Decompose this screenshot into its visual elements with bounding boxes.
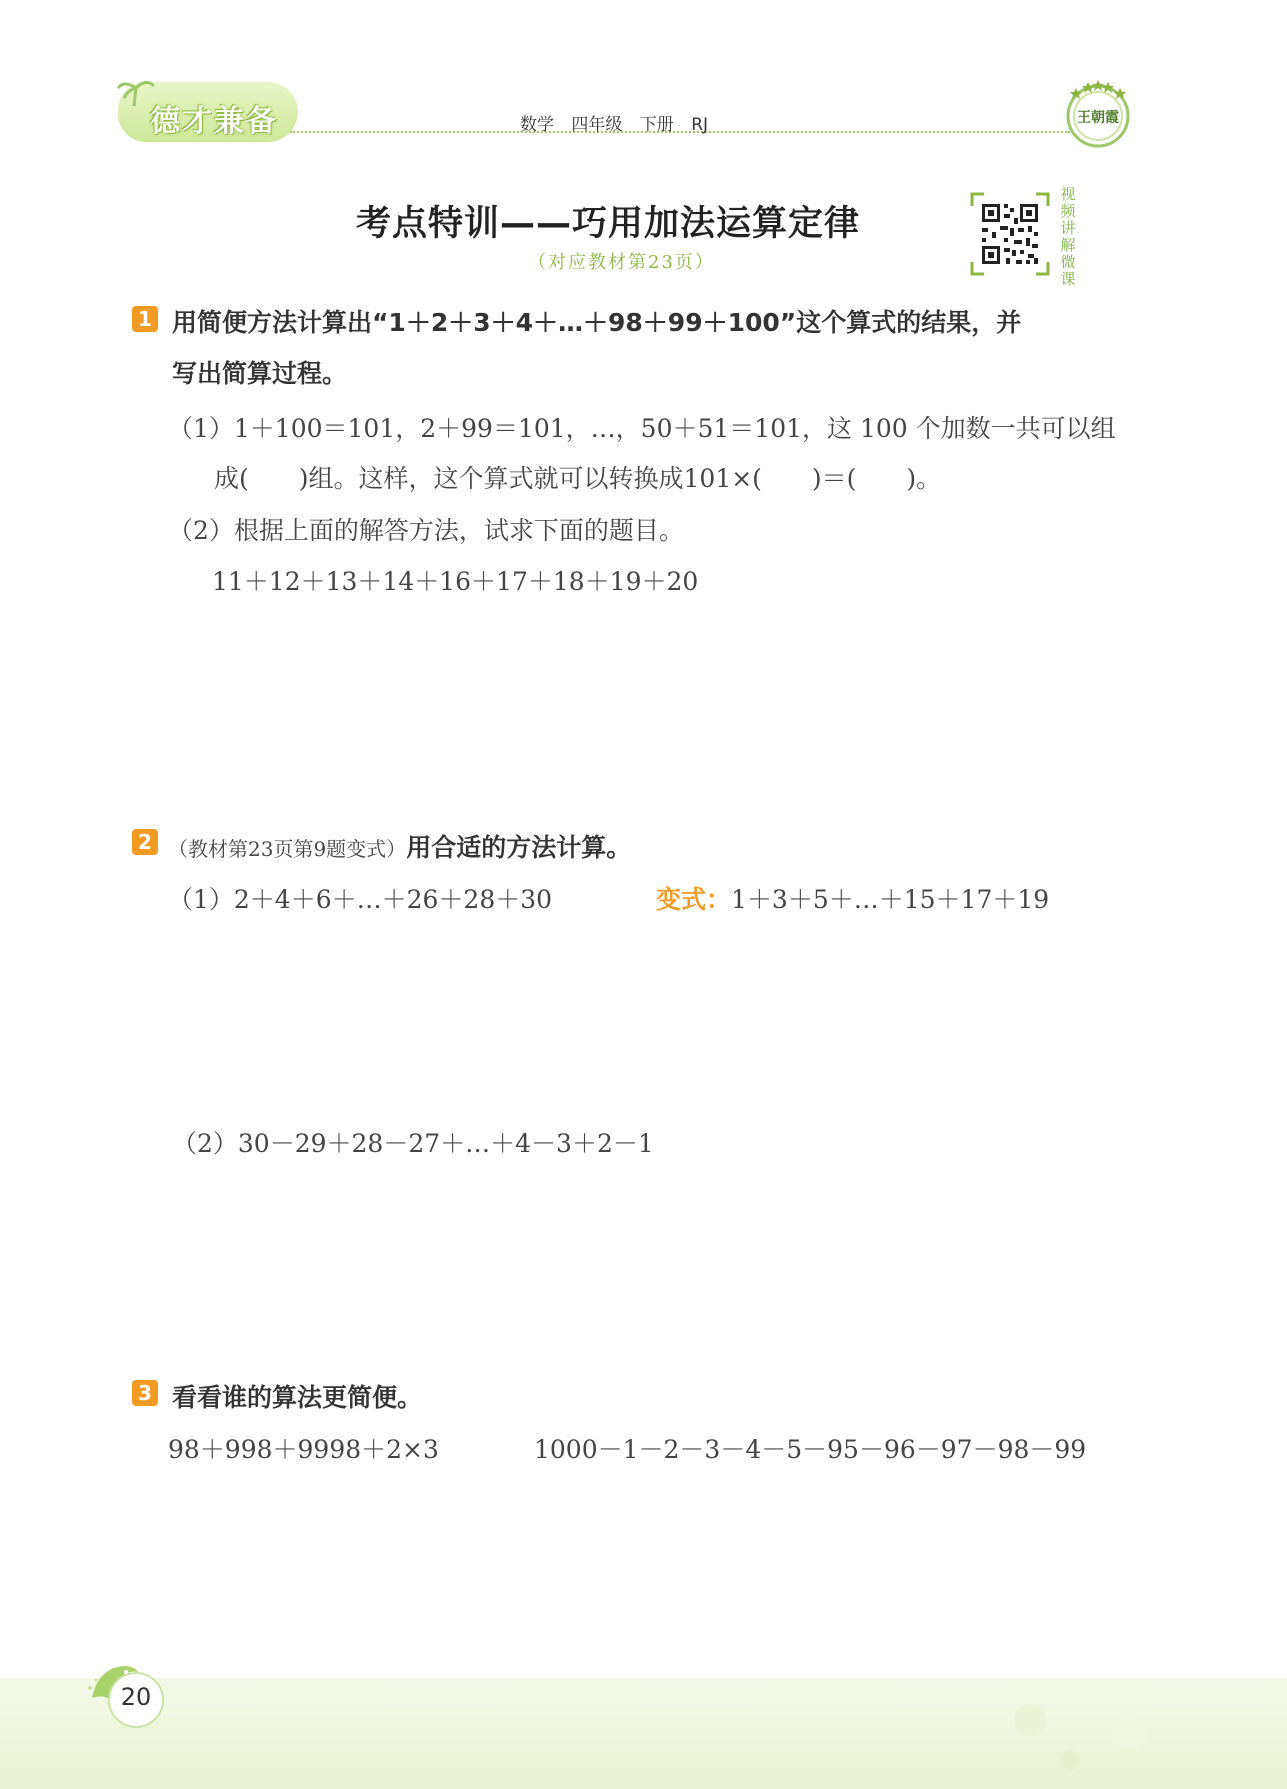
- textbook-reference: （对应教材第23页）: [528, 252, 715, 273]
- question-2-source: （教材第23页第9题变式）: [168, 837, 407, 861]
- variant-expression: 1＋3＋5＋…＋15＋17＋19: [731, 885, 1050, 914]
- question-2-part-2: （2）30－29＋28－27＋…＋4－3＋2－1: [172, 1129, 654, 1158]
- question-2-text: 用合适的方法计算。: [406, 833, 632, 862]
- question-1-part-1-blanks: 成( )组。这样，这个算式就可以转换成101×( )＝( )。: [214, 464, 942, 493]
- question-1-text-cont: 写出简算过程。: [172, 359, 348, 388]
- question-3-expression-left: 98＋998＋9998＋2×3: [168, 1435, 439, 1464]
- question-2-heading: [168, 828, 631, 864]
- question-1-expression: 11＋12＋13＋14＋16＋17＋18＋19＋20: [212, 567, 699, 596]
- question-3-expression-right: 1000－1－2－3－4－5－95－96－97－98－99: [534, 1435, 1087, 1464]
- book-info: 数学 四年级 下册 RJ: [520, 115, 709, 135]
- question-2-part-1: （1）2＋4＋6＋…＋26＋28＋30: [168, 885, 553, 914]
- svg-text:王朝霞: 王朝霞: [1077, 110, 1119, 126]
- video-lesson-label: 视频讲解微课: [1060, 185, 1076, 288]
- question-number-badge: 2: [132, 829, 158, 855]
- question-2-variant: [656, 880, 1049, 916]
- question-3-text: 看看谁的算法更简便。: [172, 1383, 423, 1412]
- question-number-badge: 1: [132, 306, 158, 332]
- variant-label: 变式：: [656, 885, 732, 914]
- question-1-text: 用简便方法计算出“1＋2＋3＋4＋…＋98＋99＋100”这个算式的结果，并: [172, 308, 1022, 337]
- publisher-seal-logo: [1062, 78, 1134, 150]
- question-number-badge: 3: [132, 1380, 158, 1406]
- qr-code-icon[interactable]: [970, 192, 1050, 276]
- question-1-part-2: （2）根据上面的解答方法，试求下面的题目。: [168, 516, 684, 545]
- question-1-part-1: （1）1＋100＝101，2＋99＝101，…，50＋51＝101，这 100 个加数一共可以组: [168, 414, 1116, 443]
- footer-bubbles-decoration: [1000, 1690, 1200, 1780]
- page-number: 20: [120, 1683, 152, 1711]
- brand-title: 德才兼备: [150, 104, 278, 139]
- page-title: 考点特训——巧用加法运算定律: [356, 204, 861, 244]
